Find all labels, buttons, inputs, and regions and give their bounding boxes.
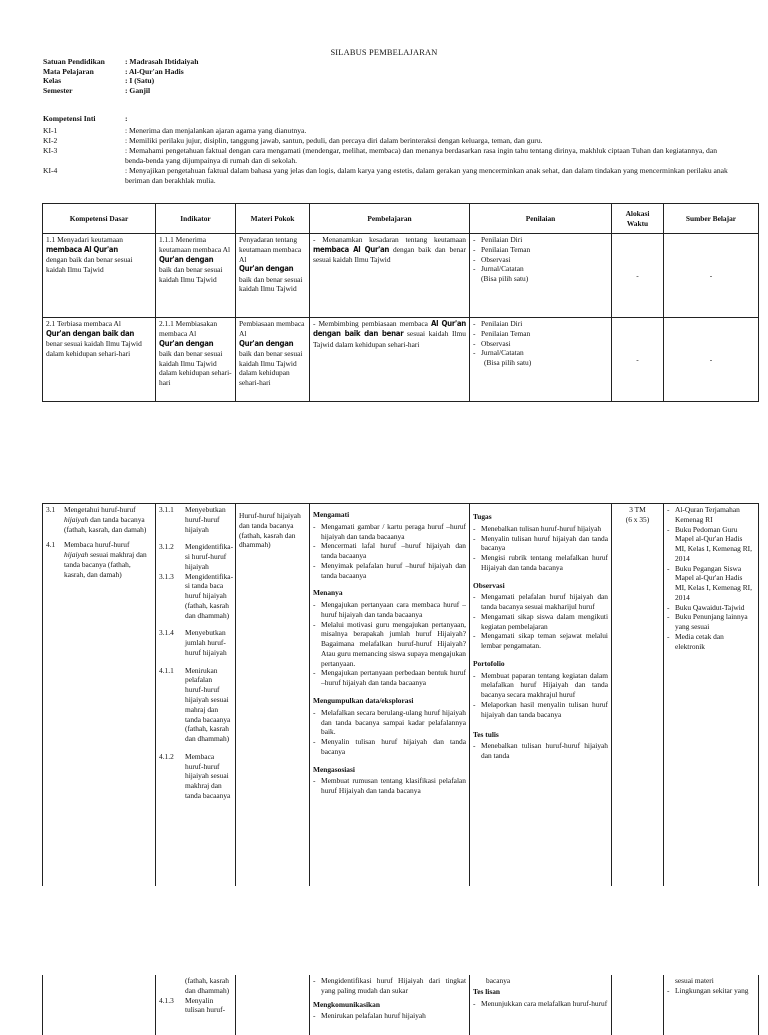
- header-indikator: Indikator: [156, 204, 236, 234]
- ki-key: KI-1: [43, 126, 58, 135]
- list-item: - Mengisi rubrik tentang melafalkan huruf Hijaiyah dan tanda bacanya: [473, 553, 608, 573]
- list-item: - Al-Quran Terjamahan Kemenag RI: [667, 505, 755, 525]
- materi-text: baik dan benar sesuai kaidah Ilmu Tajwid: [239, 274, 303, 294]
- indikator-number: 3.1.4: [159, 628, 174, 638]
- kd-cell: [43, 318, 156, 402]
- kd-text: dan tanda bacanya (fathah, kasrah, dan damah): [64, 514, 147, 534]
- indikator-number: 3.1.1: [159, 505, 174, 514]
- penilaian-cell: [470, 975, 612, 1035]
- list-item: - Jurnal/Catatan: [473, 348, 608, 358]
- ki-heading-label: Kompetensi Inti: [43, 114, 96, 123]
- page-title: SILABUS PEMBELAJARAN: [330, 48, 438, 57]
- header-pembelajaran: Pembelajaran: [310, 204, 470, 234]
- meta-key: Mata Pelajaran: [43, 66, 94, 76]
- penilaian-note: (Bisa pilih satu): [484, 358, 532, 368]
- activity-heading: Mengasosiasi: [313, 764, 355, 774]
- list-item: - Penilaian Teman: [473, 329, 608, 339]
- penilaian-note: (Bisa pilih satu): [481, 274, 529, 284]
- meta-key: Semester: [43, 85, 73, 95]
- list-item: - Buku Pedoman Guru Mapel al-Qur'an Hadis MI, Kelas I, Kemenag RI, 2014: [667, 525, 755, 564]
- list-item: - Observasi: [473, 255, 608, 265]
- penilaian-cell: [470, 318, 612, 402]
- pembelajaran-cell: [310, 234, 470, 318]
- arabic-script-text: Al Qur'an dengan baik dan benar: [313, 319, 466, 339]
- assessment-heading: Observasi: [473, 580, 505, 590]
- indikator-cell: [156, 234, 236, 318]
- header-sumber-belajar: Sumber Belajar: [664, 204, 759, 234]
- list-item: - Buku Pegangan Siswa Mapel al-Qur'an Hadis MI, Kelas I, Kemenag RI, 2014: [667, 564, 755, 603]
- sumber-text: sesuai materi: [675, 976, 714, 985]
- list-item: - Mengamati sikap teman sejawat melalui lembar pengamatan.: [473, 631, 608, 651]
- penilaian-cell: [470, 234, 612, 318]
- arabic-script-text: membaca Al Qur'an: [313, 244, 390, 254]
- indikator-number: 4.1.3: [159, 995, 174, 1005]
- assessment-heading: Tes tulis: [473, 729, 499, 739]
- assessment-text: bacanya: [486, 976, 511, 985]
- kd-number: 3.1: [46, 505, 56, 514]
- indikator-cell: [156, 975, 236, 1035]
- list-item: - Menunjukkan cara melafalkan huruf-huruf: [473, 999, 608, 1009]
- indikator-text: baik dan benar sesuai kaidah Ilmu Tajwid dalam kehidupan sehari-hari: [159, 348, 232, 388]
- meta-value: : I (Satu): [125, 76, 155, 86]
- materi-text: Huruf-huruf hijaiyah dan tanda bacanya (fathah, kasrah dan dhammah): [239, 511, 301, 550]
- kd-text: benar sesuai kaidah Ilmu Tajwid dalam kehidupan sehari-hari: [46, 339, 142, 358]
- meta-value: : Al-Qur'an Hadis: [125, 66, 184, 76]
- meta-value: : Madrasah Ibtidaiyah: [125, 57, 199, 66]
- materi-cell: [236, 504, 310, 886]
- table-row: [43, 975, 759, 1035]
- list-item: - Menyalin tulisan huruf hijaiyah dan tanda bacanya: [313, 737, 466, 757]
- list-item: - Penilaian Diri: [473, 319, 608, 329]
- list-item: - Mengidentifikasi huruf Hijaiyah dari tingkat yang paling mudah dan sukar: [313, 976, 466, 996]
- ki-key: KI-3: [43, 146, 58, 156]
- materi-text: Penyadaran tentang keutamaan membaca Al: [239, 235, 302, 264]
- sumber-cell: [664, 975, 759, 1035]
- pembelajaran-text: - Menanamkan kesadaran tentang keutamaan: [313, 235, 466, 244]
- kd-text-italic: hijaiyah: [64, 550, 89, 560]
- list-item: - Buku Penunjang lainnya yang sesuai: [667, 612, 755, 632]
- penilaian-cell: [470, 504, 612, 886]
- materi-text: baik dan benar sesuai kaidah Ilmu Tajwid dalam kehidupan sehari-hari: [239, 348, 303, 388]
- header-penilaian: Penilaian: [470, 204, 612, 234]
- indikator-text: 2.1.1 Membiasakan membaca Al: [159, 319, 218, 338]
- materi-text: Pembiasaan membaca Al: [239, 319, 305, 338]
- pembelajaran-text: - Membimbing pembiasaan membaca: [313, 319, 428, 328]
- list-item: - Membuat rumusan tentang klasifikasi pelafalan huruf Hijaiyah dan tanda bacanya: [313, 776, 466, 796]
- indikator-text: Menyebutkan jumlah huruf-huruf hijaiyah: [185, 628, 227, 657]
- indikator-number: 4.1.2: [159, 751, 174, 761]
- list-item: - Menebalkan tulisan huruf-huruf hijaiyah: [473, 524, 608, 534]
- indikator-text: Mengidentifika-si huruf-huruf hijaiyah: [185, 542, 234, 571]
- indikator-cell: [156, 504, 236, 886]
- kd-cell: [43, 234, 156, 318]
- indikator-cell: [156, 318, 236, 402]
- list-item: - Melalui motivasi guru mengajukan pertanyaan, misalnya berapakah jumlah huruf Hijaiyah? Bagaimana melafalkan huruf-huruf Hijaiyah? Atau guru memancing siswa supaya mengajukan pertanyaan.: [313, 620, 466, 669]
- arabic-script-text: Qur'an dengan: [159, 254, 214, 264]
- arabic-script-text: Qur'an dengan baik dan: [46, 328, 135, 338]
- ki-value: : Menerima dan menjalankan ajaran agama yang dianutnya.: [125, 126, 307, 135]
- ki-heading: [43, 114, 128, 124]
- list-item: - Menyimak pelafalan huruf –huruf hijaiyah dan tanda bacaanya: [313, 561, 466, 581]
- ki-list: [43, 126, 733, 187]
- list-item: - Jurnal/Catatan: [473, 264, 608, 274]
- meta-key: Kelas: [43, 76, 62, 86]
- sumber-cell: -: [664, 234, 759, 318]
- list-item: - Mengajukan pertanyaan perbedaan bentuk huruf –huruf hijaiyah dan tanda bacaanya: [313, 668, 466, 688]
- indikator-text: 1.1.1 Menerima keutamaan membaca Al: [159, 235, 231, 254]
- list-item: - Buku Qawaidut-Tajwid: [667, 603, 755, 613]
- alokasi-minutes: (6 x 35): [625, 514, 650, 524]
- table-row: [43, 318, 759, 402]
- assessment-heading: Tes lisan: [473, 986, 501, 996]
- list-item: - Melaporkan hasil menyalin tulisan huruf hijaiyah dan tanda bacanya: [473, 700, 608, 720]
- alokasi-tm: 3 TM: [629, 505, 646, 514]
- list-item: - Membuat paparan tentang kegiatan dalam melafalkan huruf Hijaiyah dan tanda bacanya secara makhrajul huruf: [473, 671, 608, 700]
- alokasi-cell: [612, 504, 664, 886]
- ki-key: KI-2: [43, 136, 58, 146]
- arabic-script-text: membaca Al Qur'an: [46, 244, 118, 254]
- kd-text-italic: hijaiyah: [64, 514, 89, 524]
- indikator-text: Menyebutkan huruf-huruf hijaiyah: [185, 505, 226, 534]
- indikator-text: baik dan benar sesuai kaidah Ilmu Tajwid: [159, 264, 223, 284]
- list-item: - Penilaian Teman: [473, 245, 608, 255]
- arabic-script-text: Qur'an dengan: [239, 264, 294, 274]
- activity-heading: Mengamati: [313, 510, 350, 519]
- ki-heading-colon: :: [125, 114, 128, 123]
- ki-value: : Memiliki perilaku jujur, disiplin, tanggung jawab, santun, peduli, dan percaya diri dalam berinteraksi dengan keluarga, teman, dan guru.: [125, 136, 543, 146]
- kd-cell: [43, 504, 156, 886]
- list-item: - Mengamati gambar / kartu peraga huruf –huruf hijaiyah dan tanda bacaanya: [313, 522, 466, 542]
- header-kompetensi-dasar: Kompetensi Dasar: [43, 204, 156, 234]
- activity-heading: Mengkomunikasikan: [313, 999, 380, 1009]
- ki-value: : Memahami pengetahuan faktual dengan cara mengamati (mendengar, melihat, membaca) dan menanya berdasarkan rasa ingin tahu tentang dirinya, makhluk ciptaan Tuhan dan kegiatannya, dan benda-benda yang dijumpainya di rumah dan di sekolah.: [125, 146, 718, 166]
- sumber-cell: [664, 504, 759, 886]
- pembelajaran-cell: [310, 504, 470, 886]
- materi-cell: [236, 975, 310, 1035]
- meta-value: : Ganjil: [125, 85, 151, 95]
- list-item: - Lingkungan sekitar yang: [667, 986, 755, 996]
- pembelajaran-cell: [310, 975, 470, 1035]
- activity-heading: Menanya: [313, 588, 343, 598]
- indikator-text: Mengidentifika-si tanda baca huruf hijaiyah (fathah, kasrah dan dhammah): [185, 571, 234, 620]
- list-item: - Mengamati sikap siswa dalam mengikuti kegiatan pembelajaran: [473, 612, 608, 632]
- activity-heading: Mengumpulkan data/eksplorasi: [313, 696, 414, 706]
- kd-number: 4.1: [46, 540, 56, 550]
- list-item: - Menyalin tulisan huruf hijaiyah dan tanda bacanya: [473, 534, 608, 554]
- kd-text: 2.1 Terbiasa membaca Al: [46, 319, 121, 328]
- materi-cell: [236, 318, 310, 402]
- kd-text: Mengetahui huruf-huruf: [64, 505, 136, 514]
- indikator-text: Membaca huruf-huruf hijaiyah sesuai makhraj dan tanda bacaanya: [185, 751, 231, 800]
- sumber-cell: -: [664, 318, 759, 402]
- indikator-number: 3.1.2: [159, 542, 174, 552]
- alokasi-cell: -: [612, 234, 664, 318]
- list-item: - Mencermati lafal huruf –huruf hijaiyah dan tanda bacaanya: [313, 541, 466, 561]
- list-item: - Media cetak dan elektronik: [667, 632, 755, 652]
- pembelajaran-text: sesuai kaidah Ilmu Tajwid dalam kehidupan sehari-hari: [313, 329, 466, 349]
- syllabus-table-top: [42, 203, 759, 402]
- list-item: - Menebalkan tulisan huruf-huruf hijaiyah dan tanda: [473, 741, 608, 761]
- indikator-text: Menyalin tulisan huruf-: [185, 995, 226, 1015]
- kd-text: Membaca huruf-huruf: [64, 540, 130, 550]
- ki-value: : Menyajikan pengetahuan faktual dalam bahasa yang jelas dan logis, dalam karya yang estetis, dalam gerakan yang mencerminkan anak sehat, dan dalam tindakan yang mencerminkan perilaku anak beriman dan berakhlak mulia.: [125, 166, 728, 186]
- list-item: - Melafalkan secara berulang-ulang huruf hijaiyah dan tanda bacanya sampai kadar pelafalannya baik.: [313, 708, 466, 737]
- identity-block: [43, 57, 198, 95]
- syllabus-table-middle: [42, 503, 759, 886]
- table-row: [43, 234, 759, 318]
- header-alokasi-waktu: Alokasi Waktu: [612, 204, 664, 234]
- table-row: [43, 504, 759, 886]
- alokasi-cell: -: [612, 318, 664, 402]
- list-item: - Mengajukan pertanyaan cara membaca huruf –huruf hijaiyah dan tanda bacaanya: [313, 600, 466, 620]
- header-materi-pokok: Materi Pokok: [236, 204, 310, 234]
- indikator-text: (fathah, kasrah dan dhammah): [185, 976, 230, 995]
- assessment-heading: Portofolio: [473, 658, 505, 668]
- kd-text: sesuai makhraj dan tanda bacanya (fathah, kasrah, dan damah): [64, 550, 147, 579]
- meta-key: Satuan Pendidikan: [43, 57, 105, 66]
- arabic-script-text: Qur'an dengan: [159, 338, 214, 348]
- arabic-script-text: Qur'an dengan: [239, 338, 294, 348]
- indikator-number: 3.1.3: [159, 571, 174, 581]
- kd-text: dengan baik dan benar sesuai kaidah Ilmu Tajwid: [46, 255, 133, 274]
- assessment-heading: Tugas: [473, 512, 492, 521]
- pembelajaran-text: dengan baik dan benar sesuai kaidah Ilmu Tajwid: [313, 244, 466, 265]
- ki-key: KI-4: [43, 166, 58, 176]
- indikator-number: 4.1.1: [159, 665, 174, 675]
- indikator-text: Menirukan pelafalan huruf-huruf hijaiyah sesuai mahraj dan tanda bacaanya (fathah, kasrah dan dhammah): [185, 665, 231, 744]
- list-item: - Observasi: [473, 339, 608, 349]
- alokasi-cell: [612, 975, 664, 1035]
- kd-cell: [43, 975, 156, 1035]
- pembelajaran-cell: [310, 318, 470, 402]
- list-item: - Penilaian Diri: [473, 235, 608, 245]
- syllabus-table-bottom: [42, 975, 759, 1035]
- materi-cell: [236, 234, 310, 318]
- list-item: - Mengamati pelafalan huruf hijaiyah dan tanda bacanya sesuai makharijul huruf: [473, 592, 608, 612]
- list-item: - Menirukan pelafalan huruf hijaiyah: [313, 1011, 466, 1021]
- kd-text: 1.1 Menyadari keutamaan: [46, 235, 123, 244]
